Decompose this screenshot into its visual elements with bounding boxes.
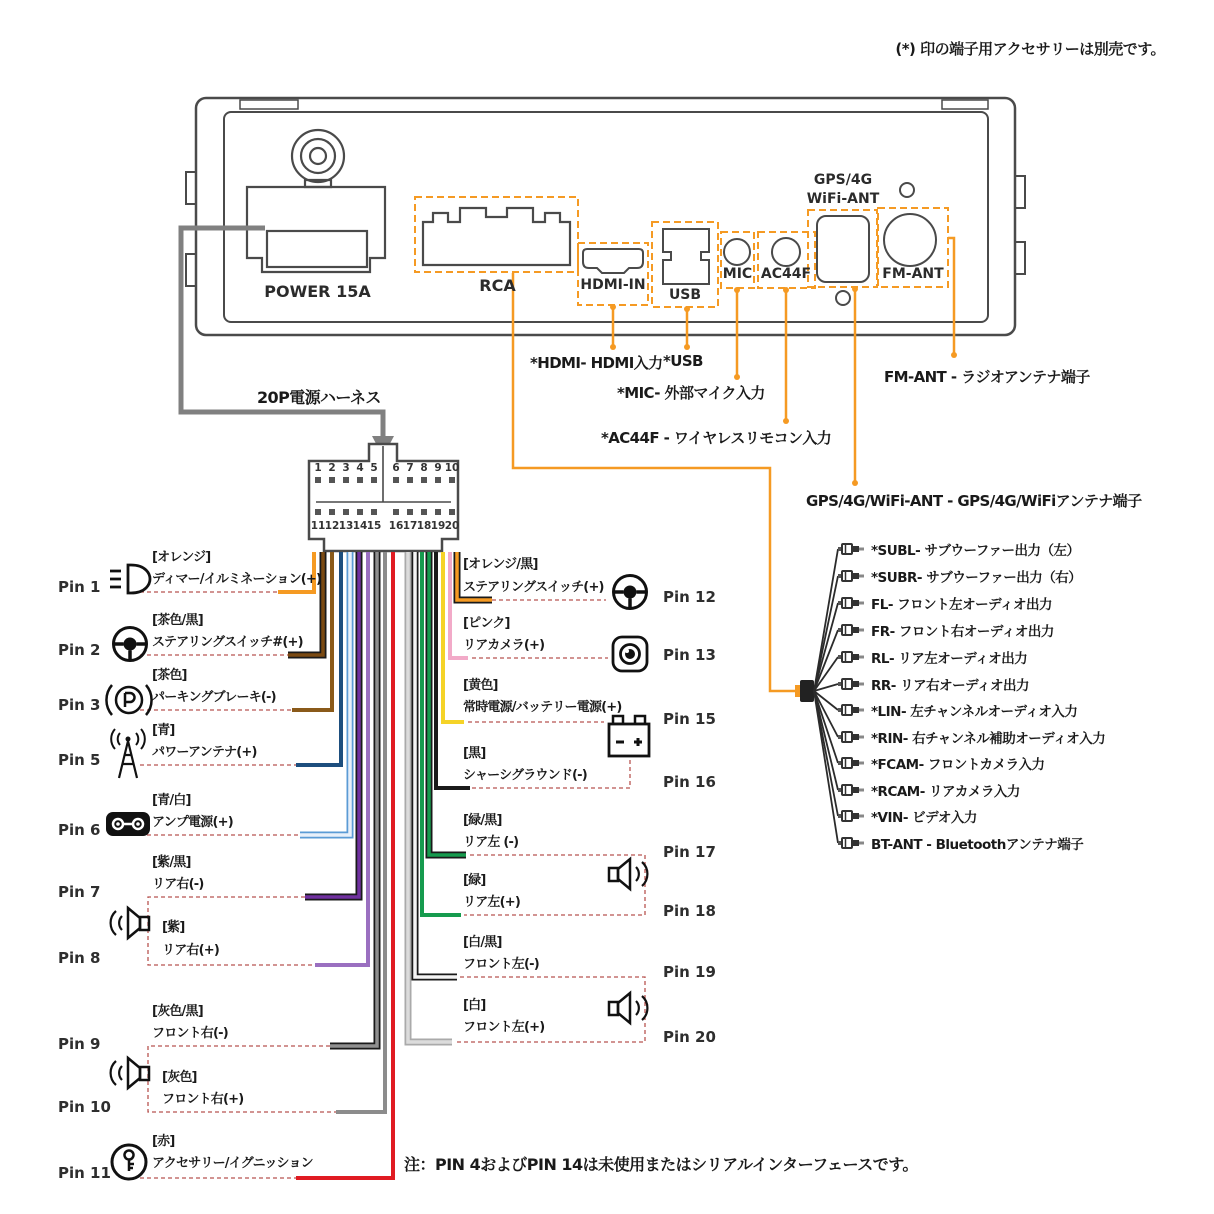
pin-15-function: 常時電源/バッテリー電源(+): [463, 700, 622, 715]
rca-output-row: [838, 753, 1044, 773]
connector-pin: [393, 477, 399, 483]
ac44f-jack: [772, 238, 800, 266]
pin-number: 20: [444, 520, 460, 532]
connector-pin: [393, 509, 399, 515]
amplifier-icon: [104, 808, 152, 840]
pin-5-color: [青]: [152, 723, 175, 738]
speaker-icon: [604, 986, 650, 1030]
antenna-icon: [106, 726, 152, 782]
pin-7-label: Pin 7: [58, 883, 101, 901]
pin-2-function: ステアリングスイッチ#(+): [152, 635, 303, 650]
rca-output-row: [838, 806, 977, 826]
rca-plug-icon: [838, 809, 864, 823]
rca-output-row: [838, 620, 1054, 640]
screw-hole: [836, 291, 850, 305]
pin-number: 10: [444, 462, 460, 474]
pin-15-label: Pin 15: [663, 710, 716, 728]
steering-wheel-icon: [610, 572, 650, 612]
gps-label-line2: WiFi-ANT: [806, 191, 880, 207]
rca-plug-icon: [838, 542, 864, 556]
screw-hole: [900, 183, 914, 197]
connector-pin: [435, 477, 441, 483]
rca-output-row: [838, 674, 1029, 694]
connector-pin: [315, 509, 321, 515]
connector-pin: [449, 509, 455, 515]
pin-8-function: リア右(+): [162, 943, 219, 958]
rca-output-label: *VIN- ビデオ入力: [871, 810, 977, 826]
pin-number: 7: [406, 462, 414, 474]
pin-10-function: フロント右(+): [162, 1092, 244, 1107]
harness-callout-line: [181, 228, 394, 457]
rca-output-row: [838, 727, 1105, 747]
pin-20-color: [白]: [463, 998, 486, 1013]
connector-pin: [357, 477, 363, 483]
power-label: POWER 15A: [264, 282, 371, 301]
pin-6-color: [青/白]: [152, 793, 191, 808]
pin-number: 13: [338, 520, 354, 532]
connector-pin: [421, 509, 427, 515]
pin-18-function: リア左(+): [463, 895, 520, 910]
pin-16-color: [黒]: [463, 746, 486, 761]
connector-pin: [343, 477, 349, 483]
rca-output-label: FL- フロント左オーディオ出力: [871, 597, 1053, 613]
rca-fanout-connector: [795, 680, 814, 702]
rca-output-label: RL- リア左オーディオ出力: [871, 651, 1028, 667]
pin-18-label: Pin 18: [663, 902, 716, 920]
pin-9-function: フロント右(-): [152, 1026, 228, 1041]
rca-plug-icon: [838, 677, 864, 691]
pin-18-color: [緑]: [463, 873, 486, 888]
mic-callout: *MIC- 外部マイク入力: [617, 384, 765, 402]
pin-3-color: [茶色]: [152, 668, 187, 683]
connector-pin: [315, 477, 321, 483]
pin-20-function: フロント左(+): [463, 1020, 545, 1035]
pin-11-label: Pin 11: [58, 1164, 111, 1182]
pin-11-color: [赤]: [152, 1134, 175, 1149]
rca-output-row: [838, 593, 1052, 613]
pin-9-label: Pin 9: [58, 1035, 101, 1053]
pin-19-label: Pin 19: [663, 963, 716, 981]
speaker-icon: [108, 1050, 154, 1096]
rca-label: RCA: [479, 276, 516, 295]
gps-label-line1: GPS/4G: [813, 172, 873, 188]
gps-antenna-port: [817, 216, 869, 282]
rca-output-row: [838, 539, 1080, 559]
ac44f-label: AC44F: [760, 266, 812, 282]
pin-1-color: [オレンジ]: [152, 550, 211, 565]
pin-8-label: Pin 8: [58, 949, 101, 967]
fm-label: FM-ANT: [882, 266, 944, 282]
pin-6-label: Pin 6: [58, 821, 101, 839]
rca-plug-icon: [838, 783, 864, 797]
pin-13-label: Pin 13: [663, 646, 716, 664]
pin-19-function: フロント左(-): [463, 957, 539, 972]
pin-6-function: アンプ電源(+): [152, 815, 233, 830]
hdmi-label: HDMI-IN: [580, 277, 646, 293]
connector-pin: [357, 509, 363, 515]
pin-12-label: Pin 12: [663, 588, 716, 606]
pin-3-function: パーキングブレーキ(-): [152, 690, 276, 705]
battery-icon: [606, 710, 652, 760]
pin-3-label: Pin 3: [58, 696, 101, 714]
pin-9-color: [灰色/黒]: [152, 1004, 203, 1019]
pin-usage-note: 注：PIN 4およびPIN 14は未使用またはシリアルインターフェースです。: [404, 1155, 918, 1174]
pin-2-label: Pin 2: [58, 641, 101, 659]
connector-pin: [329, 477, 335, 483]
usb-connector: [663, 229, 709, 284]
hdmi-connector: [583, 249, 643, 273]
pin-17-color: [緑/黒]: [463, 813, 502, 828]
pin-11-function: アクセサリー/イグニッション: [152, 1156, 313, 1171]
connector-pin: [407, 477, 413, 483]
rca-plug-icon: [838, 730, 864, 744]
pin-17-function: リア左 (-): [463, 835, 519, 850]
pin-1-label: Pin 1: [58, 578, 101, 596]
rca-plug-icon: [838, 703, 864, 717]
pin-10-label: Pin 10: [58, 1098, 111, 1116]
pin-17-label: Pin 17: [663, 843, 716, 861]
pin-7-color: [紫/黒]: [152, 855, 191, 870]
pin-16-label: Pin 16: [663, 773, 716, 791]
rca-plug-icon: [838, 569, 864, 583]
rca-output-label: *SUBL- サブウーファー出力（左）: [871, 543, 1080, 559]
rca-output-label: *FCAM- フロントカメラ入力: [871, 757, 1045, 773]
rca-output-row: [838, 833, 1083, 853]
parking-brake-icon: [102, 682, 156, 718]
pin-number: 19: [430, 520, 446, 532]
pin-number: 18: [416, 520, 432, 532]
speaker-icon: [108, 900, 154, 946]
pin-13-color: [ピンク]: [463, 616, 510, 631]
fm-callout: FM-ANT - ラジオアンテナ端子: [884, 368, 1090, 386]
accessory-note: (*) 印の端子用アクセサリーは別売です。: [895, 40, 1165, 58]
rca-output-row: [838, 647, 1027, 667]
pin-2-color: [茶色/黒]: [152, 613, 203, 628]
pin-5-label: Pin 5: [58, 751, 101, 769]
pin-10-color: [灰色]: [162, 1070, 197, 1085]
pin-1-function: ディマー/イルミネーション(+): [152, 572, 322, 587]
rca-output-label: FR- フロント右オーディオ出力: [871, 624, 1054, 640]
connector-pin: [371, 509, 377, 515]
pin-number: 6: [392, 462, 400, 474]
pin-number: 16: [388, 520, 404, 532]
pin-15-color: [黄色]: [463, 678, 498, 693]
pin-number: 1: [314, 462, 322, 474]
speaker-icon: [604, 852, 650, 896]
usb-label: USB: [668, 287, 702, 303]
pin-number: 3: [342, 462, 350, 474]
rca-output-row: [838, 566, 1081, 586]
connector-pin: [449, 477, 455, 483]
pin-number: 5: [370, 462, 378, 474]
connector-pin: [343, 509, 349, 515]
rca-output-row: [838, 700, 1077, 720]
pin-20-label: Pin 20: [663, 1028, 716, 1046]
camera-icon: [610, 634, 650, 674]
gps-callout: GPS/4G/WiFi-ANT - GPS/4G/WiFiアンテナ端子: [806, 492, 1142, 510]
rca-output-label: RR- リア右オーディオ出力: [871, 678, 1030, 694]
pin-number: 2: [328, 462, 336, 474]
pin-8-color: [紫]: [162, 920, 185, 935]
pin-7-function: リア右(-): [152, 877, 204, 892]
rca-plug-icon: [838, 836, 864, 850]
rca-plug-icon: [838, 623, 864, 637]
mic-label: MIC: [722, 266, 753, 282]
fm-antenna-port: [884, 214, 936, 266]
pin-number: 17: [402, 520, 418, 532]
rca-plug-icon: [838, 756, 864, 770]
dimmer-icon: [106, 560, 154, 598]
pin-number: 9: [434, 462, 442, 474]
pin-5-function: パワーアンテナ(+): [152, 745, 257, 760]
rca-output-row: [838, 780, 1020, 800]
ac44f-callout: *AC44F - ワイヤレスリモコン入力: [601, 429, 832, 447]
rca-plug-icon: [838, 650, 864, 664]
usb-callout: *USB: [663, 352, 703, 370]
rca-fan-line: [814, 630, 838, 691]
ignition-icon: [108, 1140, 152, 1186]
connector-pin: [407, 509, 413, 515]
rca-plug-icon: [838, 596, 864, 610]
rca-output-label: *LIN- 左チャンネルオーディオ入力: [871, 704, 1078, 720]
steering-wheel-icon: [110, 624, 150, 664]
pin-number: 11: [310, 520, 326, 532]
harness-callout-label: 20P電源ハーネス: [257, 388, 381, 407]
rca-output-label: *SUBR- サブウーファー出力（右）: [871, 570, 1082, 586]
connector-pin: [329, 509, 335, 515]
pin-12-function: ステアリングスイッチ(+): [463, 580, 604, 595]
connector-pin: [421, 477, 427, 483]
pin-number: 8: [420, 462, 428, 474]
pin-13-function: リアカメラ(+): [463, 638, 545, 653]
pin-12-color: [オレンジ/黒]: [463, 557, 538, 572]
rca-output-label: BT-ANT - Bluetoothアンテナ端子: [871, 837, 1084, 853]
rca-output-label: *RIN- 右チャンネル補助オーディオ入力: [871, 731, 1106, 747]
pin-number: 15: [366, 520, 382, 532]
connector-pin: [435, 509, 441, 515]
mic-jack: [724, 239, 750, 265]
rca-connector: [423, 208, 570, 265]
pin-number: 12: [324, 520, 340, 532]
hdmi-callout: *HDMI- HDMI入力: [530, 354, 663, 372]
pin-number: 4: [356, 462, 364, 474]
pin-16-function: シャーシグラウンド(-): [463, 768, 587, 783]
pin-number: 14: [352, 520, 368, 532]
rca-output-label: *RCAM- リアカメラ入力: [871, 784, 1020, 800]
power-connector: [247, 130, 385, 272]
connector-pin: [371, 477, 377, 483]
pin-19-color: [白/黒]: [463, 935, 502, 950]
